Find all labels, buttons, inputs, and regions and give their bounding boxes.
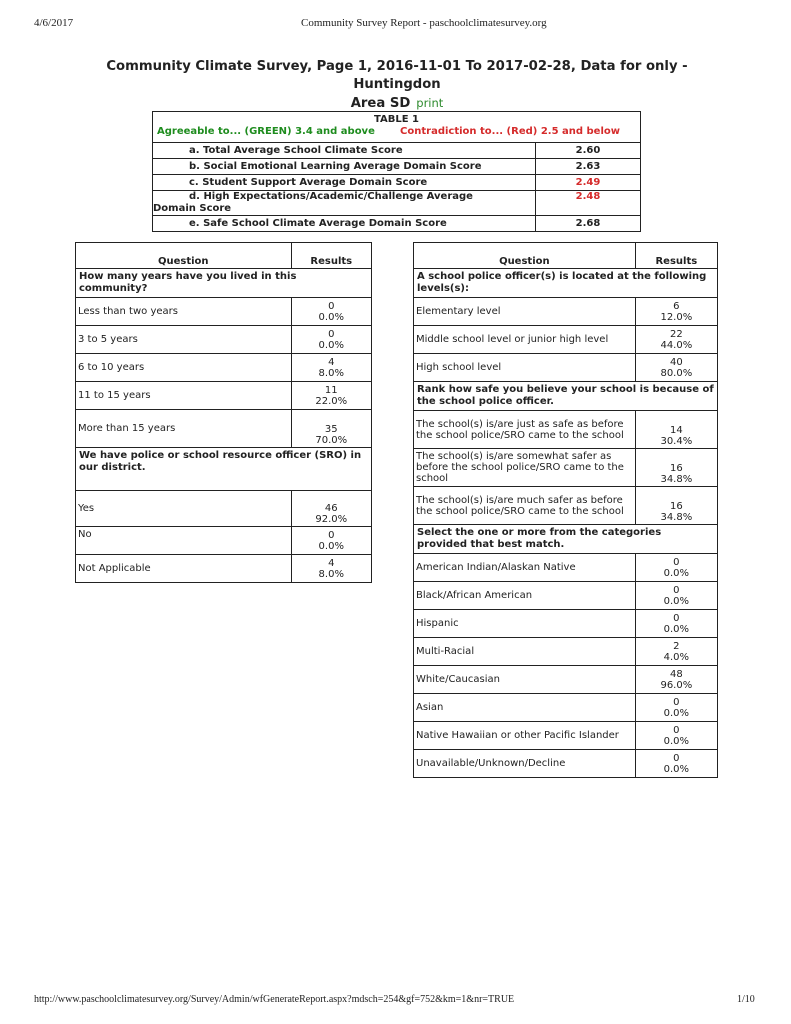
col-header-results: Results bbox=[635, 243, 717, 269]
print-link[interactable]: print bbox=[416, 96, 444, 110]
result-count: 22 bbox=[669, 329, 683, 340]
option-label: 6 to 10 years bbox=[76, 354, 292, 382]
option-label: Asian bbox=[414, 694, 636, 722]
summary-row-label bbox=[153, 191, 536, 216]
result-pct: 0.0% bbox=[663, 764, 690, 775]
result-pct: 22.0% bbox=[315, 396, 348, 407]
result-pct: 0.0% bbox=[663, 736, 690, 747]
print-date: 4/6/2017 bbox=[34, 17, 74, 29]
result-count: 6 bbox=[673, 301, 680, 312]
summary-row-value: 2.68 bbox=[536, 216, 641, 232]
option-result bbox=[635, 411, 717, 449]
option-result bbox=[291, 298, 371, 326]
result-count: 0 bbox=[673, 585, 680, 596]
result-pct: 92.0% bbox=[315, 514, 348, 525]
option-result bbox=[635, 582, 717, 610]
label-line-1: d. High Expectations/Academic/Challenge Average bbox=[189, 191, 473, 202]
result-count: 0 bbox=[673, 697, 680, 708]
option-label: The school(s) is/are just as safe as before the school police/SRO came to the school bbox=[414, 411, 636, 449]
option-label: Unavailable/Unknown/Decline bbox=[414, 750, 636, 778]
footer-url: http://www.paschoolclimatesurvey.org/Survey/Admin/wfGenerateReport.aspx?mdsch=254&gf=752&km=1&nr=TRUE bbox=[34, 994, 515, 1005]
option-result bbox=[635, 554, 717, 582]
caption-text: TABLE 1 bbox=[373, 114, 420, 125]
option-result bbox=[635, 354, 717, 382]
summary-row bbox=[153, 191, 641, 216]
red-legend: Contradiction to... (Red) 2.5 and below bbox=[400, 126, 620, 137]
result-count: 2 bbox=[673, 641, 680, 652]
result-count: 11 bbox=[324, 385, 338, 396]
result-pct: 0.0% bbox=[663, 596, 690, 607]
result-count: 0 bbox=[673, 725, 680, 736]
result-count: 0 bbox=[328, 530, 335, 541]
option-label: 3 to 5 years bbox=[76, 326, 292, 354]
result-pct: 0.0% bbox=[663, 568, 690, 579]
result-count: 0 bbox=[328, 329, 335, 340]
label-line-2: Domain Score bbox=[153, 203, 232, 214]
option-label: The school(s) is/are much safer as before the school police/SRO came to the school bbox=[414, 487, 636, 525]
result-pct: 0.0% bbox=[663, 708, 690, 719]
summary-row-value: 2.60 bbox=[536, 143, 641, 159]
result-pct: 8.0% bbox=[318, 368, 344, 379]
col-header-question: Question bbox=[414, 243, 636, 269]
option-label: American Indian/Alaskan Native bbox=[414, 554, 636, 582]
option-result bbox=[291, 326, 371, 354]
summary-row bbox=[153, 143, 641, 159]
option-result bbox=[635, 750, 717, 778]
print-header-title: Community Survey Report - paschoolclimatesurvey.org bbox=[301, 17, 547, 29]
summary-row bbox=[153, 175, 641, 191]
left-results-table bbox=[75, 242, 372, 583]
result-pct: 0.0% bbox=[318, 340, 344, 351]
option-label: Elementary level bbox=[414, 298, 636, 326]
result-count: 14 bbox=[669, 425, 683, 436]
summary-row bbox=[153, 216, 641, 232]
summary-table-caption bbox=[153, 112, 641, 143]
col-header-question: Question bbox=[76, 243, 292, 269]
question-heading: Select the one or more from the categories provided that best match. bbox=[414, 525, 718, 554]
option-result bbox=[291, 354, 371, 382]
result-pct: 70.0% bbox=[315, 435, 348, 446]
option-label: Black/African American bbox=[414, 582, 636, 610]
question-heading: How many years have you lived in this community? bbox=[76, 269, 372, 298]
result-pct: 12.0% bbox=[660, 312, 693, 323]
option-label: High school level bbox=[414, 354, 636, 382]
result-count: 46 bbox=[324, 503, 338, 514]
result-count: 16 bbox=[669, 501, 683, 512]
option-label: Native Hawaiian or other Pacific Islander bbox=[414, 722, 636, 750]
result-pct: 0.0% bbox=[318, 541, 344, 552]
green-legend: Agreeable to... (GREEN) 3.4 and above bbox=[157, 126, 375, 137]
option-label: White/Caucasian bbox=[414, 666, 636, 694]
result-count: 48 bbox=[669, 669, 683, 680]
right-results-table bbox=[413, 242, 718, 778]
result-pct: 30.4% bbox=[660, 436, 693, 447]
option-result bbox=[291, 410, 371, 448]
option-label: The school(s) is/are somewhat safer as before the school police/SRO came to the school bbox=[414, 449, 636, 487]
summary-row-label: b. Social Emotional Learning Average Domain Score bbox=[153, 159, 536, 175]
option-label: No bbox=[76, 527, 292, 555]
result-count: 0 bbox=[673, 613, 680, 624]
result-pct: 34.8% bbox=[660, 474, 693, 485]
option-result bbox=[635, 694, 717, 722]
summary-row-label: c. Student Support Average Domain Score bbox=[153, 175, 536, 191]
col-header-results: Results bbox=[291, 243, 371, 269]
option-result bbox=[635, 638, 717, 666]
option-result bbox=[635, 487, 717, 525]
result-pct: 80.0% bbox=[660, 368, 693, 379]
result-count: 0 bbox=[328, 301, 335, 312]
result-pct: 34.8% bbox=[660, 512, 693, 523]
footer-page-number: 1/10 bbox=[737, 994, 755, 1005]
option-result bbox=[291, 491, 371, 527]
option-result bbox=[291, 382, 371, 410]
title-line-1: Community Climate Survey, Page 1, 2016-11-01 To 2017-02-28, Data for only - Huntingdon bbox=[106, 59, 688, 92]
summary-row-value: 2.49 bbox=[536, 175, 641, 191]
result-count: 40 bbox=[669, 357, 683, 368]
option-result bbox=[291, 527, 371, 555]
option-label: 11 to 15 years bbox=[76, 382, 292, 410]
question-heading: A school police officer(s) is located at the following levels(s): bbox=[414, 269, 718, 298]
summary-row bbox=[153, 159, 641, 175]
summary-row-label: a. Total Average School Climate Score bbox=[153, 143, 536, 159]
summary-row-value: 2.63 bbox=[536, 159, 641, 175]
option-label: Less than two years bbox=[76, 298, 292, 326]
result-pct: 4.0% bbox=[663, 652, 690, 663]
option-label: Yes bbox=[76, 491, 292, 527]
option-label: Hispanic bbox=[414, 610, 636, 638]
option-result bbox=[635, 326, 717, 354]
result-count: 0 bbox=[673, 753, 680, 764]
option-label: Multi-Racial bbox=[414, 638, 636, 666]
option-result bbox=[635, 666, 717, 694]
option-result bbox=[635, 298, 717, 326]
summary-row-label: e. Safe School Climate Average Domain Score bbox=[153, 216, 536, 232]
result-pct: 44.0% bbox=[660, 340, 693, 351]
result-pct: 8.0% bbox=[318, 569, 344, 580]
result-count: 16 bbox=[669, 463, 683, 474]
result-pct: 0.0% bbox=[663, 624, 690, 635]
title-line-2: Area SD bbox=[350, 96, 411, 111]
option-result bbox=[291, 555, 371, 583]
result-pct: 0.0% bbox=[318, 312, 344, 323]
summary-row-value: 2.48 bbox=[536, 191, 641, 216]
option-result bbox=[635, 610, 717, 638]
result-count: 4 bbox=[328, 558, 335, 569]
result-count: 4 bbox=[328, 357, 335, 368]
option-label: Not Applicable bbox=[76, 555, 292, 583]
summary-table bbox=[152, 111, 641, 232]
result-pct: 96.0% bbox=[660, 680, 693, 691]
question-heading: Rank how safe you believe your school is because of the school police officer. bbox=[414, 382, 718, 411]
option-label: More than 15 years bbox=[76, 410, 292, 448]
page-title bbox=[70, 58, 724, 113]
result-count: 0 bbox=[673, 557, 680, 568]
option-result bbox=[635, 449, 717, 487]
option-label: Middle school level or junior high level bbox=[414, 326, 636, 354]
question-heading: We have police or school resource officer (SRO) in our district. bbox=[76, 448, 372, 491]
option-result bbox=[635, 722, 717, 750]
result-count: 35 bbox=[324, 424, 338, 435]
